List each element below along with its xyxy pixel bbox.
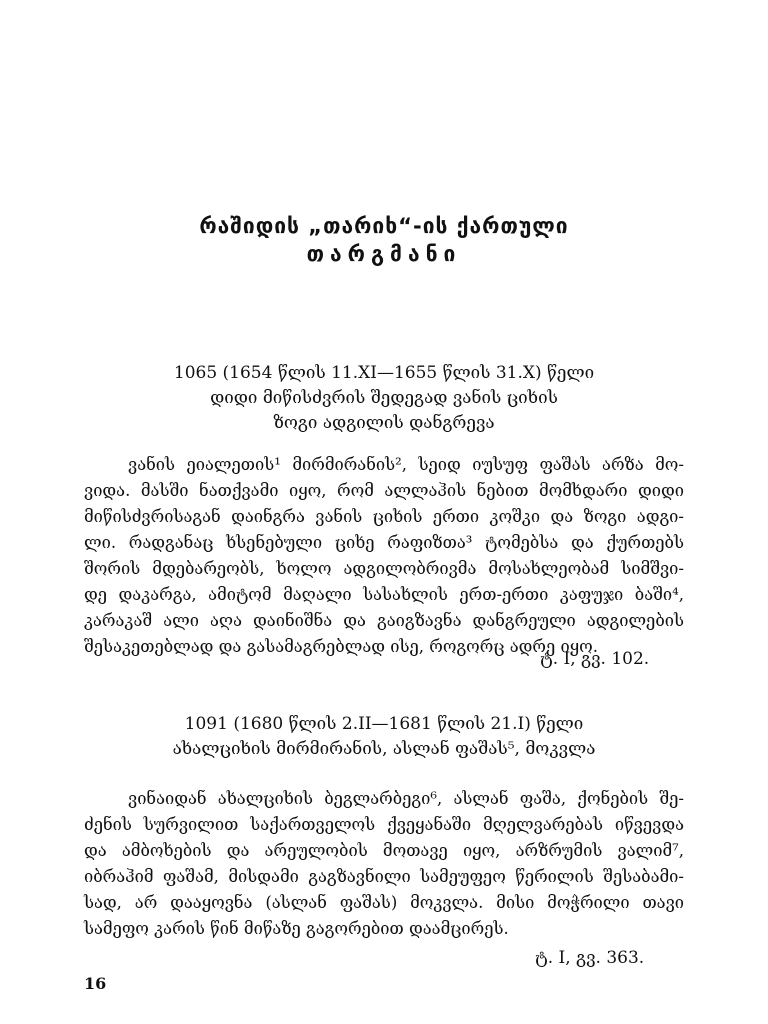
section-1-heading-line: დიდი მიწისძვრის შედეგად ვანის ციხის [210,388,558,408]
paragraph-line: დე დაკარგა, ამიტომ მაღალი სასახლის ერთ-ერთი კაფუჯი ბაში⁴, [84,585,684,604]
page-number: 16 [84,974,107,993]
paragraph-line: ვიდა. მასში ნათქვამი იყო, რომ ალლაჰის ნებით მომხდარი დიდი [84,481,684,500]
paragraph-line: მიწისძვრისაგან დაინგრა ვანის ციხის ერთი კოშკი და ზოგი ადგი- [84,507,684,526]
section-2-heading-line: ახალციხის მირმირანის, ასლან ფაშას⁵, მოკვლა [172,739,596,759]
paragraph-line: და ამბოხების და არეულობის მოთავე იყო, არზრუმის ვალიმ⁷, [84,841,684,860]
section-1-heading-line: ზოგი ადგილის დანგრევა [273,413,495,433]
section-2-heading-line: 1091 (1680 წლის 2.II—1681 წლის 21.I) წელი [184,714,584,734]
paragraph-line: სამეფო კარის წინ მიწაზე გაგორებით დაამცირეს. [84,919,509,938]
section-1-heading [0,361,768,436]
paragraph-line: შესაკეთებლად და გასამაგრებლად ისე, როგორც ადრე იყო. [84,637,598,656]
paragraph-line: შორის მდებარეობს, ხოლო ადგილობრივმა მოსახლეობამ სიმშვი- [84,559,684,578]
section-2-reference: ტ. I, გვ. 363. [535,948,645,968]
paragraph-line: ლი. რადგანაც ხსენებული ციხე რაფიზთა³ ტომებსა და ქურთებს [84,533,684,552]
paragraph-line: კარაკაშ ალი აღა დაინიშნა და გაიგზავნა დანგრეული ადგილების [84,611,684,630]
paragraph-line: ვანის ეიალეთის¹ მირმირანის², სეიდ იუსუფ ფაშას არზა მო- [128,455,684,474]
section-1-reference: ტ. I, გვ. 102. [540,649,650,669]
paragraph-line: სად, არ დააყოვნა (ასლან ფაშას) მოკვლა. მისი მოჭრილი თავი [84,893,684,912]
title-line-1: რაშიდის „თარიხ“-ის ქართული [199,214,569,238]
section-2-paragraph [84,786,684,942]
section-1-paragraph [84,452,684,660]
paragraph-line: იბრაჰიმ ფაშამ, მისდამი გაგზავნილი სამეუფეო წერილის შესაბამი- [84,867,684,886]
section-2-heading [0,712,768,762]
section-1-heading-line: 1065 (1654 წლის 11.XI—1655 წლის 31.X) წელი [173,363,595,383]
document-title [0,212,768,268]
paragraph-line: ვინაიდან ახალციხის ბეგლარბეგი⁶, ასლან ფაშა, ქონების შე- [128,789,684,808]
paragraph-line: ძენის სურვილით საქართველოს ქვეყანაში მღელვარებას იწვევდა [84,815,684,834]
title-line-2: თარგმანი [306,242,462,266]
